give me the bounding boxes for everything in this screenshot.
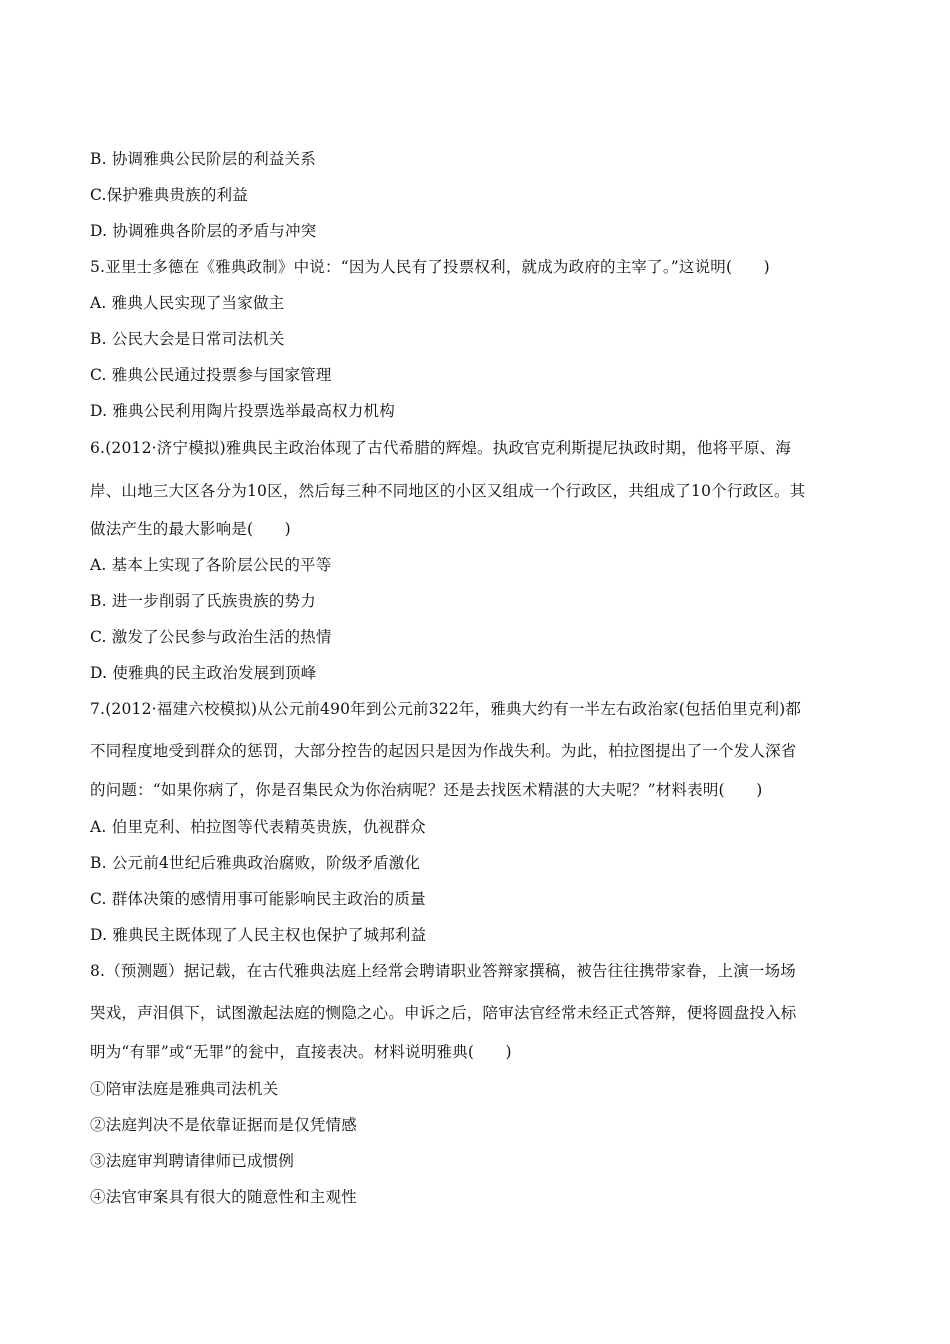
q6-option-c: C. 激发了公民参与政治生活的热情 [90,628,332,646]
q8-item-4: ④法官审案具有很大的随意性和主观性 [90,1188,357,1206]
q6-stem-line2: 岸、山地三大区各分为10区，然后每三种不同地区的小区又组成一个行政区，共组成了10个行政区。其 [90,482,806,500]
q4-option-c: C.保护雅典贵族的利益 [90,186,248,204]
q6-stem-line3: 做法产生的最大影响是( ) [90,520,291,538]
q7-option-a: A. 伯里克利、柏拉图等代表精英贵族，仇视群众 [90,818,426,836]
q8-stem-line2: 哭戏，声泪俱下，试图激起法庭的恻隐之心。申诉之后，陪审法官经常未经正式答辩，便将圆盘投入标 [90,1004,797,1022]
q7-option-c: C. 群体决策的感情用事可能影响民主政治的质量 [90,890,426,908]
q5-option-a: A. 雅典人民实现了当家做主 [90,294,285,312]
q8-item-3: ③法庭审判聘请律师已成惯例 [90,1152,295,1170]
q6-option-d: D. 使雅典的民主政治发展到顶峰 [90,664,317,682]
q7-option-b: B. 公元前4世纪后雅典政治腐败，阶级矛盾激化 [90,854,421,872]
q5-option-b: B. 公民大会是日常司法机关 [90,330,285,348]
q5-option-d: D. 雅典公民利用陶片投票选举最高权力机构 [90,402,395,420]
q5-option-c: C. 雅典公民通过投票参与国家管理 [90,366,332,384]
q4-option-d: D. 协调雅典各阶层的矛盾与冲突 [90,222,317,240]
q6-option-a: A. 基本上实现了各阶层公民的平等 [90,556,332,574]
q8-stem-line3: 明为“有罪”或“无罪”的瓮中，直接表决。材料说明雅典( ) [90,1043,512,1061]
q8-item-1: ①陪审法庭是雅典司法机关 [90,1080,279,1098]
q8-item-2: ②法庭判决不是依靠证据而是仅凭情感 [90,1116,357,1134]
q7-stem-line1: 7.(2012·福建六校模拟)从公元前490年到公元前322年，雅典大约有一半左右政治家(包括伯里克利)都 [90,700,802,718]
q7-stem-line3: 的问题：“如果你病了，你是召集民众为你治病呢？还是去找医术精湛的大夫呢？”材料表明( ) [90,781,763,799]
q5-stem: 5.亚里士多德在《雅典政制》中说：“因为人民有了投票权利，就成为政府的主宰了。”这说明( ) [90,258,770,276]
q6-stem-line1: 6.(2012·济宁模拟)雅典民主政治体现了古代希腊的辉煌。执政官克利斯提尼执政时期，他将平原、海 [90,439,792,457]
q6-option-b: B. 进一步削弱了氏族贵族的势力 [90,592,316,610]
q7-option-d: D. 雅典民主既体现了人民主权也保护了城邦利益 [90,926,427,944]
q4-option-b: B. 协调雅典公民阶层的利益关系 [90,150,316,168]
q8-stem-line1: 8.（预测题）据记载，在古代雅典法庭上经常会聘请职业答辩家撰稿，被告往往携带家眷，上演一场场 [90,962,796,980]
q7-stem-line2: 不同程度地受到群众的惩罚，大部分控告的起因只是因为作战失利。为此，柏拉图提出了一个发人深省 [90,742,797,760]
